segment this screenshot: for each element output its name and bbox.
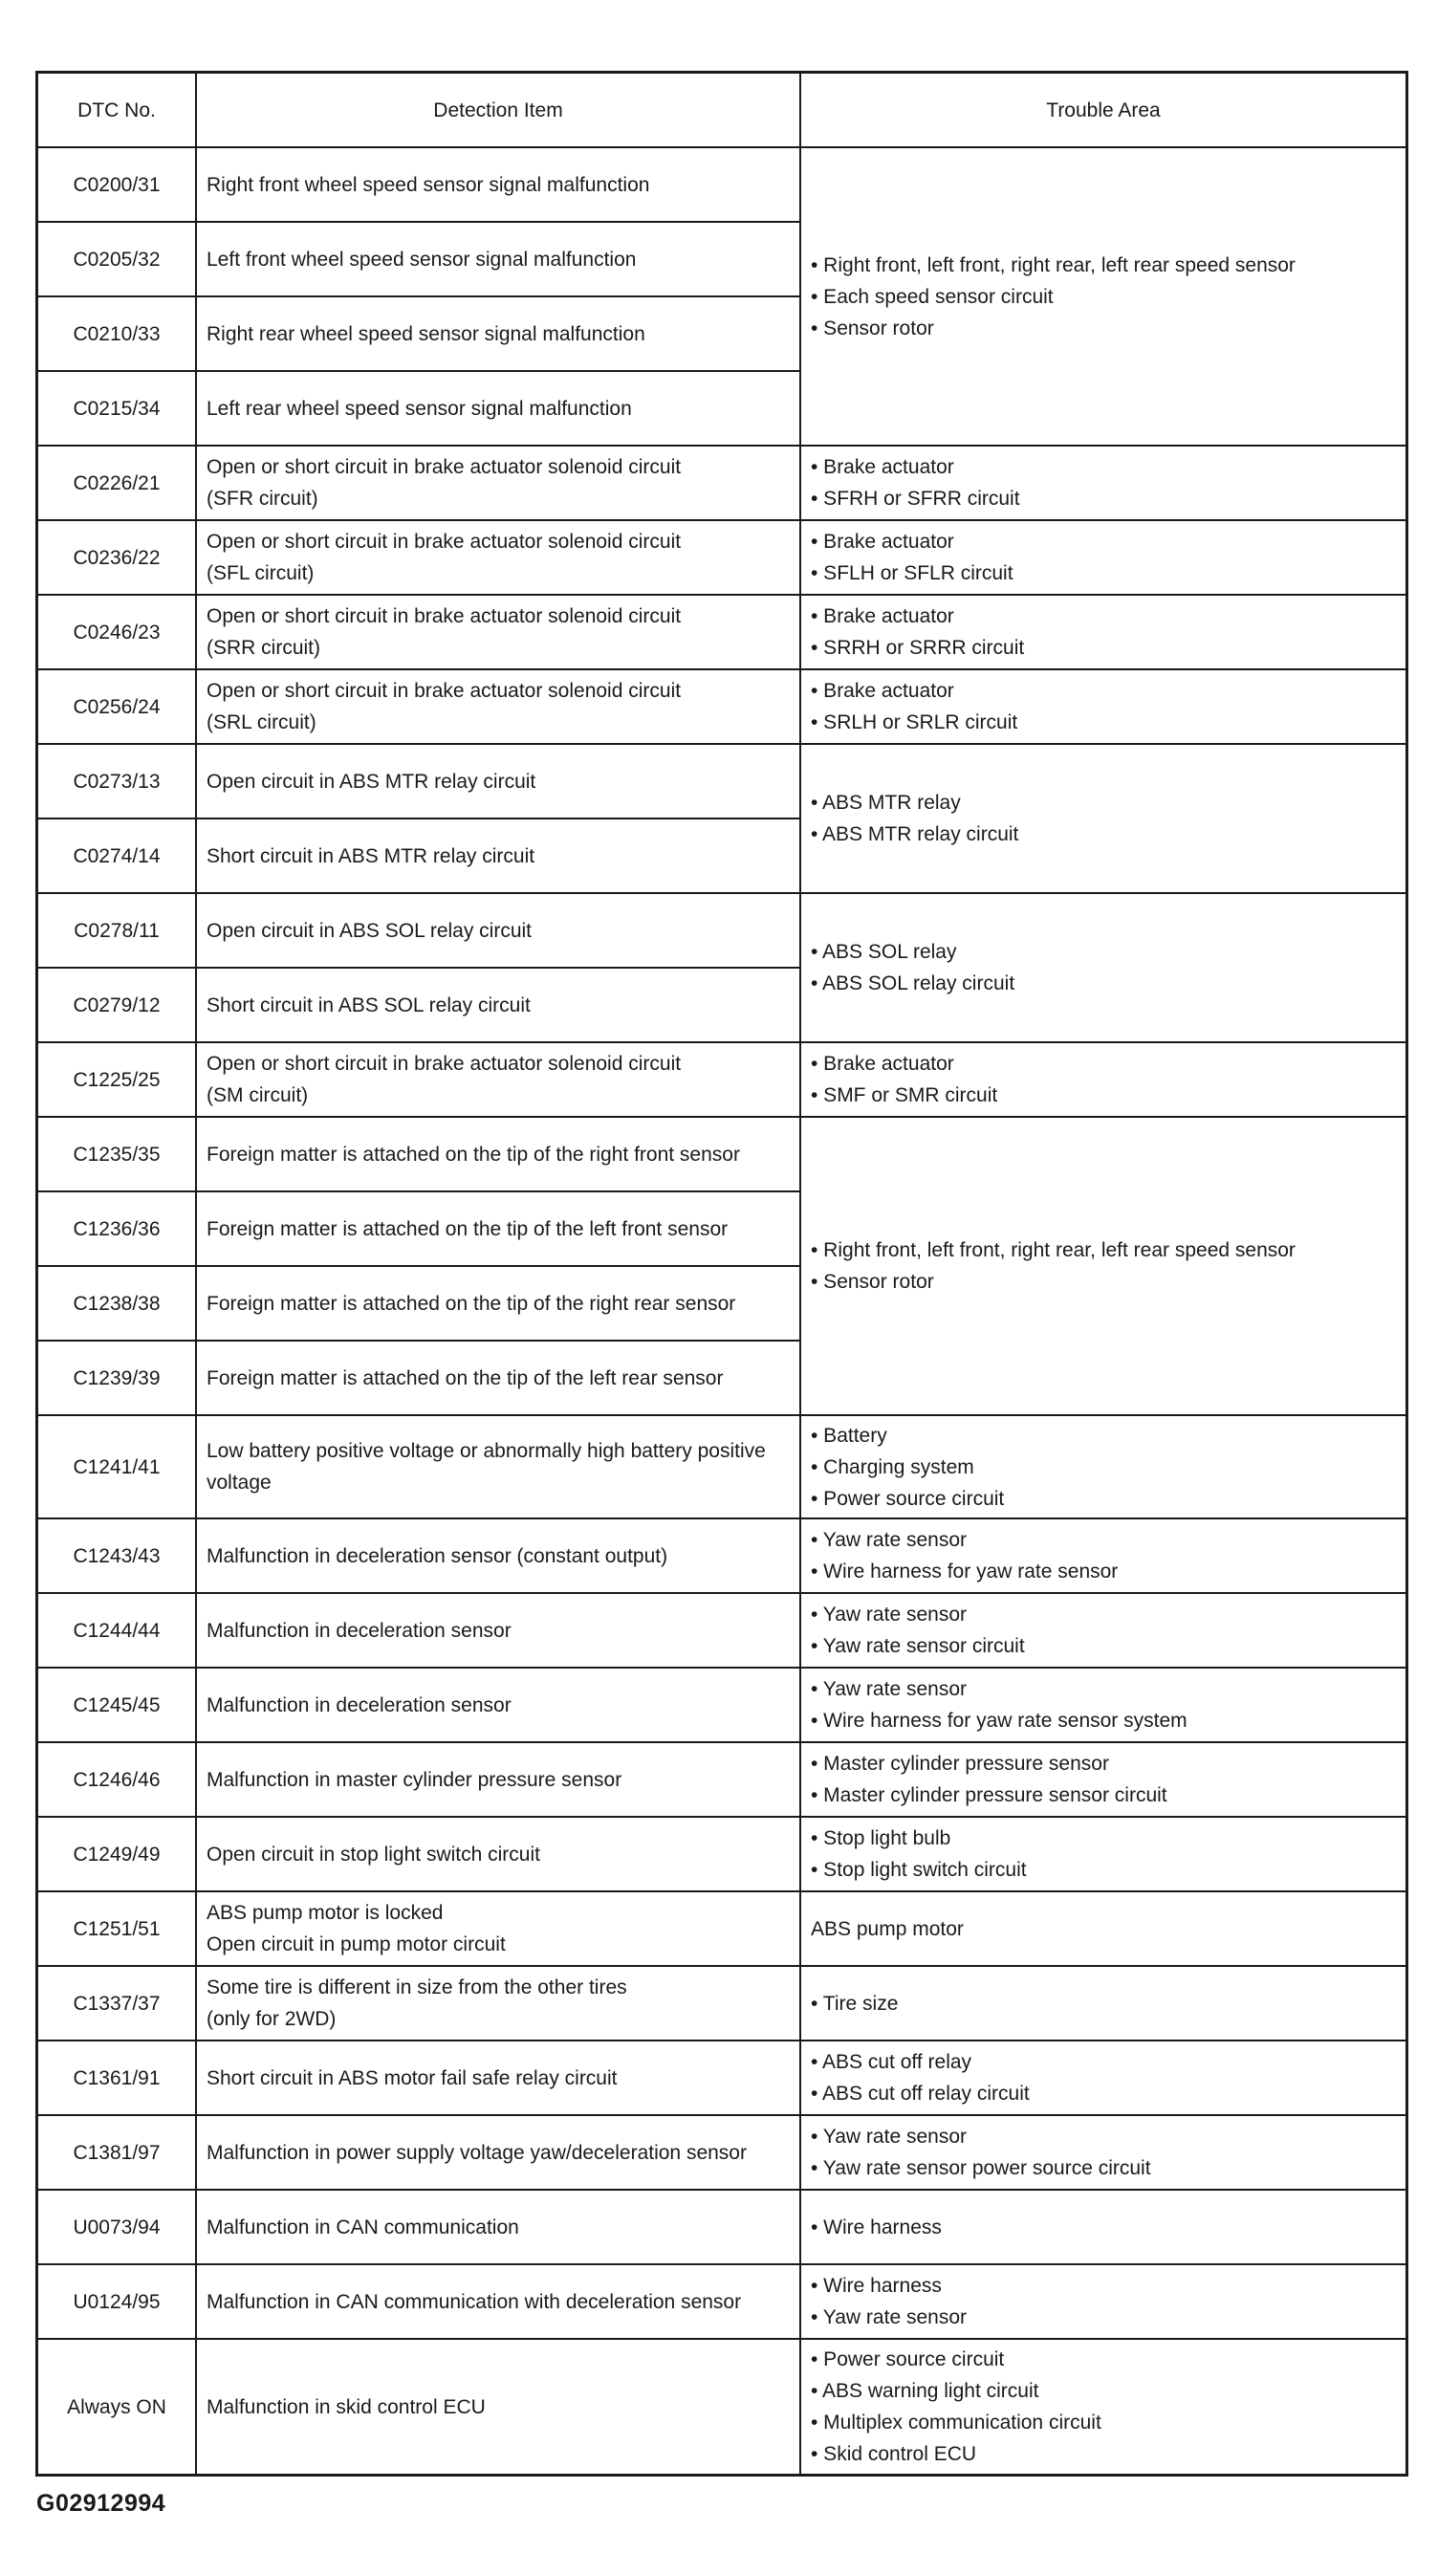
- trouble-area: [800, 669, 1406, 744]
- detection-item-line: Open or short circuit in brake actuator solenoid circuit: [207, 1053, 682, 1075]
- dtc-code: C1239/39: [37, 1341, 196, 1415]
- trouble-area-line: • ABS MTR relay: [811, 792, 961, 814]
- detection-item-line: Right front wheel speed sensor signal malfunction: [207, 173, 650, 196]
- trouble-area: [800, 744, 1406, 893]
- dtc-code: C1381/97: [37, 2115, 196, 2190]
- table-row: [37, 595, 1406, 669]
- trouble-area-line: • Sensor rotor: [811, 317, 934, 339]
- detection-item-line: Malfunction in skid control ECU: [207, 2395, 486, 2418]
- header-trouble-area: Trouble Area: [800, 73, 1406, 147]
- detection-item-line: Open or short circuit in brake actuator solenoid circuit: [207, 605, 682, 627]
- trouble-area-line: • Multiplex communication circuit: [811, 2412, 1101, 2434]
- dtc-code: C0200/31: [37, 147, 196, 222]
- detection-item-line: Malfunction in power supply voltage yaw/deceleration sensor: [207, 2141, 747, 2164]
- trouble-area-line: • Yaw rate sensor power source circuit: [811, 2157, 1151, 2179]
- detection-item-line: Malfunction in deceleration sensor: [207, 1693, 512, 1716]
- detection-item-line: Malfunction in CAN communication: [207, 2216, 519, 2238]
- trouble-area-line: • Yaw rate sensor: [811, 1529, 967, 1551]
- dtc-code: C0278/11: [37, 893, 196, 968]
- dtc-code: C1249/49: [37, 1817, 196, 1891]
- detection-item-line: Malfunction in CAN communication with deceleration sensor: [207, 2290, 742, 2313]
- detection-item: [196, 2190, 800, 2264]
- detection-item-line: Open circuit in ABS MTR relay circuit: [207, 770, 536, 793]
- trouble-area-line: • SRLH or SRLR circuit: [811, 711, 1018, 733]
- detection-item: [196, 1668, 800, 1742]
- detection-item: [196, 2264, 800, 2339]
- detection-item-line: Open or short circuit in brake actuator solenoid circuit: [207, 531, 682, 553]
- trouble-area-line: • SMF or SMR circuit: [811, 1084, 998, 1106]
- trouble-area-line: • Wire harness for yaw rate sensor: [811, 1561, 1119, 1583]
- table-row: [37, 2041, 1406, 2115]
- detection-item-line: Open or short circuit in brake actuator solenoid circuit: [207, 456, 682, 478]
- trouble-area-line: • Skid control ECU: [811, 2443, 977, 2465]
- trouble-area-line: • Power source circuit: [811, 1487, 1005, 1510]
- dtc-code: C1246/46: [37, 1742, 196, 1817]
- detection-item: [196, 744, 800, 819]
- detection-item: [196, 1966, 800, 2041]
- trouble-area-line: • Wire harness: [811, 2216, 942, 2238]
- detection-item-line: Open or short circuit in brake actuator solenoid circuit: [207, 680, 682, 702]
- dtc-code: C1243/43: [37, 1518, 196, 1593]
- trouble-area-line: • Brake actuator: [811, 1053, 954, 1075]
- detection-item: [196, 1742, 800, 1817]
- trouble-area-line: • Brake actuator: [811, 531, 954, 553]
- trouble-area: [800, 520, 1406, 595]
- dtc-code: U0124/95: [37, 2264, 196, 2339]
- dtc-code: U0073/94: [37, 2190, 196, 2264]
- detection-item-line: Malfunction in deceleration sensor (constant output): [207, 1544, 668, 1567]
- trouble-area: [800, 446, 1406, 520]
- trouble-area-line: • Sensor rotor: [811, 1271, 934, 1293]
- trouble-area-line: • Brake actuator: [811, 456, 954, 478]
- trouble-area-line: • ABS cut off relay: [811, 2051, 972, 2073]
- trouble-area-line: • Master cylinder pressure sensor: [811, 1753, 1109, 1775]
- trouble-area: [800, 147, 1406, 446]
- detection-item-line: Low battery positive voltage or abnormally high battery positive: [207, 1440, 766, 1462]
- table-row: [37, 1668, 1406, 1742]
- detection-item: [196, 595, 800, 669]
- detection-item: [196, 1191, 800, 1266]
- trouble-area-line: • Stop light bulb: [811, 1827, 951, 1849]
- trouble-area-line: • ABS cut off relay circuit: [811, 2083, 1030, 2105]
- detection-item: [196, 669, 800, 744]
- dtc-code: C0256/24: [37, 669, 196, 744]
- dtc-code: C1251/51: [37, 1891, 196, 1966]
- trouble-area: [800, 1891, 1406, 1966]
- table-row: [37, 2190, 1406, 2264]
- trouble-area: [800, 1518, 1406, 1593]
- detection-item-line: Left rear wheel speed sensor signal malfunction: [207, 397, 632, 420]
- detection-item-line: Open circuit in pump motor circuit: [207, 1933, 506, 1955]
- detection-item: [196, 2115, 800, 2190]
- detection-item: [196, 1817, 800, 1891]
- dtc-code: C1238/38: [37, 1266, 196, 1341]
- detection-item: [196, 1341, 800, 1415]
- detection-item-line: (only for 2WD): [207, 2008, 337, 2030]
- trouble-area-line: • Charging system: [811, 1455, 974, 1478]
- detection-item-line: Right rear wheel speed sensor signal malfunction: [207, 322, 645, 345]
- table-row: [37, 1742, 1406, 1817]
- detection-item-line: (SFR circuit): [207, 488, 318, 510]
- table-row: [37, 1817, 1406, 1891]
- header-row: [37, 73, 1406, 147]
- table-row: [37, 1593, 1406, 1668]
- trouble-area: [800, 1817, 1406, 1891]
- detection-item: [196, 819, 800, 893]
- table-body: [37, 147, 1406, 2475]
- trouble-area: [800, 2190, 1406, 2264]
- trouble-area-line: • ABS MTR relay circuit: [811, 823, 1019, 845]
- trouble-area-line: • Brake actuator: [811, 605, 954, 627]
- trouble-area-line: • Right front, left front, right rear, left rear speed sensor: [811, 1239, 1296, 1261]
- trouble-area: [800, 1742, 1406, 1817]
- table-row: [37, 893, 1406, 968]
- trouble-area: [800, 1415, 1406, 1518]
- dtc-code: C1241/41: [37, 1415, 196, 1518]
- table-row: [37, 1042, 1406, 1117]
- detection-item-line: ABS pump motor is locked: [207, 1902, 444, 1924]
- detection-item: [196, 296, 800, 371]
- header-detection-item: Detection Item: [196, 73, 800, 147]
- trouble-area-line: • ABS SOL relay: [811, 941, 957, 963]
- detection-item-line: Open circuit in ABS SOL relay circuit: [207, 919, 533, 942]
- detection-item: [196, 2339, 800, 2475]
- trouble-area-line: • SRRH or SRRR circuit: [811, 637, 1025, 659]
- detection-item-line: (SRL circuit): [207, 711, 316, 733]
- header-dtc-no: DTC No.: [37, 73, 196, 147]
- detection-item: [196, 147, 800, 222]
- dtc-code: C1235/35: [37, 1117, 196, 1191]
- dtc-code: C0226/21: [37, 446, 196, 520]
- trouble-area-line: • Battery: [811, 1424, 887, 1447]
- dtc-table: [36, 72, 1407, 2476]
- trouble-area-line: • SFLH or SFLR circuit: [811, 562, 1013, 584]
- dtc-code: C0205/32: [37, 222, 196, 296]
- dtc-code: C0274/14: [37, 819, 196, 893]
- trouble-area-line: • Yaw rate sensor: [811, 1604, 967, 1626]
- dtc-code: C0246/23: [37, 595, 196, 669]
- dtc-code: C0215/34: [37, 371, 196, 446]
- dtc-code: C1236/36: [37, 1191, 196, 1266]
- table-row: [37, 1117, 1406, 1191]
- trouble-area-line: • Yaw rate sensor: [811, 1678, 967, 1700]
- table-row: [37, 744, 1406, 819]
- detection-item-line: (SFL circuit): [207, 562, 315, 584]
- trouble-area: [800, 893, 1406, 1042]
- figure-id: G02912994: [36, 2490, 166, 2517]
- detection-item: [196, 1042, 800, 1117]
- trouble-area: [800, 2115, 1406, 2190]
- dtc-code: C0279/12: [37, 968, 196, 1042]
- table-row: [37, 1518, 1406, 1593]
- detection-item-line: Left front wheel speed sensor signal malfunction: [207, 248, 637, 271]
- detection-item: [196, 1266, 800, 1341]
- trouble-area: [800, 1668, 1406, 1742]
- table-row: [37, 669, 1406, 744]
- table-row: [37, 147, 1406, 222]
- dtc-code: C1245/45: [37, 1668, 196, 1742]
- trouble-area-line: • ABS SOL relay circuit: [811, 972, 1015, 994]
- detection-item-line: Some tire is different in size from the other tires: [207, 1976, 627, 1998]
- trouble-area: [800, 1117, 1406, 1415]
- detection-item-line: Malfunction in master cylinder pressure sensor: [207, 1768, 622, 1791]
- detection-item-line: voltage: [207, 1472, 272, 1494]
- trouble-area-line: • Stop light switch circuit: [811, 1859, 1027, 1881]
- table-row: [37, 520, 1406, 595]
- dtc-code: C1337/37: [37, 1966, 196, 2041]
- detection-item: [196, 2041, 800, 2115]
- detection-item: [196, 1593, 800, 1668]
- detection-item-line: (SRR circuit): [207, 637, 320, 659]
- table-row: [37, 2264, 1406, 2339]
- trouble-area-line: • Yaw rate sensor: [811, 2306, 967, 2328]
- detection-item: [196, 1415, 800, 1518]
- dtc-code: C1361/91: [37, 2041, 196, 2115]
- trouble-area-line: • Right front, left front, right rear, left rear speed sensor: [811, 253, 1296, 276]
- detection-item: [196, 1518, 800, 1593]
- detection-item-line: Short circuit in ABS SOL relay circuit: [207, 993, 531, 1016]
- table-row: [37, 1966, 1406, 2041]
- trouble-area: [800, 595, 1406, 669]
- table-row: [37, 1415, 1406, 1518]
- trouble-area-line: ABS pump motor: [811, 1917, 964, 1940]
- detection-item: [196, 520, 800, 595]
- detection-item: [196, 968, 800, 1042]
- trouble-area: [800, 2339, 1406, 2475]
- dtc-code: C1244/44: [37, 1593, 196, 1668]
- detection-item: [196, 446, 800, 520]
- detection-item: [196, 893, 800, 968]
- detection-item-line: Open circuit in stop light switch circuit: [207, 1843, 540, 1866]
- detection-item-line: Foreign matter is attached on the tip of the right rear sensor: [207, 1292, 736, 1315]
- detection-item: [196, 222, 800, 296]
- trouble-area: [800, 2264, 1406, 2339]
- detection-item: [196, 371, 800, 446]
- detection-item-line: Foreign matter is attached on the tip of the right front sensor: [207, 1143, 740, 1166]
- dtc-code: C0236/22: [37, 520, 196, 595]
- detection-item-line: (SM circuit): [207, 1084, 309, 1106]
- table-row: [37, 446, 1406, 520]
- dtc-code: C0210/33: [37, 296, 196, 371]
- trouble-area-line: • Wire harness: [811, 2275, 942, 2297]
- dtc-code: C1225/25: [37, 1042, 196, 1117]
- trouble-area: [800, 1593, 1406, 1668]
- table-row: [37, 2339, 1406, 2475]
- dtc-code: C0273/13: [37, 744, 196, 819]
- trouble-area-line: • Brake actuator: [811, 680, 954, 702]
- detection-item: [196, 1891, 800, 1966]
- trouble-area: [800, 1966, 1406, 2041]
- trouble-area: [800, 2041, 1406, 2115]
- trouble-area-line: • ABS warning light circuit: [811, 2380, 1039, 2402]
- detection-item-line: Foreign matter is attached on the tip of the left front sensor: [207, 1217, 729, 1240]
- table-row: [37, 1891, 1406, 1966]
- trouble-area-line: • Master cylinder pressure sensor circuit: [811, 1784, 1167, 1806]
- trouble-area-line: • Tire size: [811, 1992, 899, 2015]
- trouble-area-line: • SFRH or SFRR circuit: [811, 488, 1020, 510]
- trouble-area-line: • Power source circuit: [811, 2348, 1005, 2370]
- trouble-area-line: • Yaw rate sensor: [811, 2126, 967, 2148]
- trouble-area-line: • Each speed sensor circuit: [811, 285, 1054, 308]
- trouble-area: [800, 1042, 1406, 1117]
- dtc-code: Always ON: [37, 2339, 196, 2475]
- trouble-area-line: • Yaw rate sensor circuit: [811, 1635, 1025, 1657]
- trouble-area-line: • Wire harness for yaw rate sensor system: [811, 1710, 1187, 1732]
- detection-item-line: Short circuit in ABS motor fail safe relay circuit: [207, 2066, 618, 2089]
- detection-item: [196, 1117, 800, 1191]
- detection-item-line: Malfunction in deceleration sensor: [207, 1619, 512, 1642]
- detection-item-line: Foreign matter is attached on the tip of the left rear sensor: [207, 1366, 724, 1389]
- table-row: [37, 2115, 1406, 2190]
- detection-item-line: Short circuit in ABS MTR relay circuit: [207, 844, 535, 867]
